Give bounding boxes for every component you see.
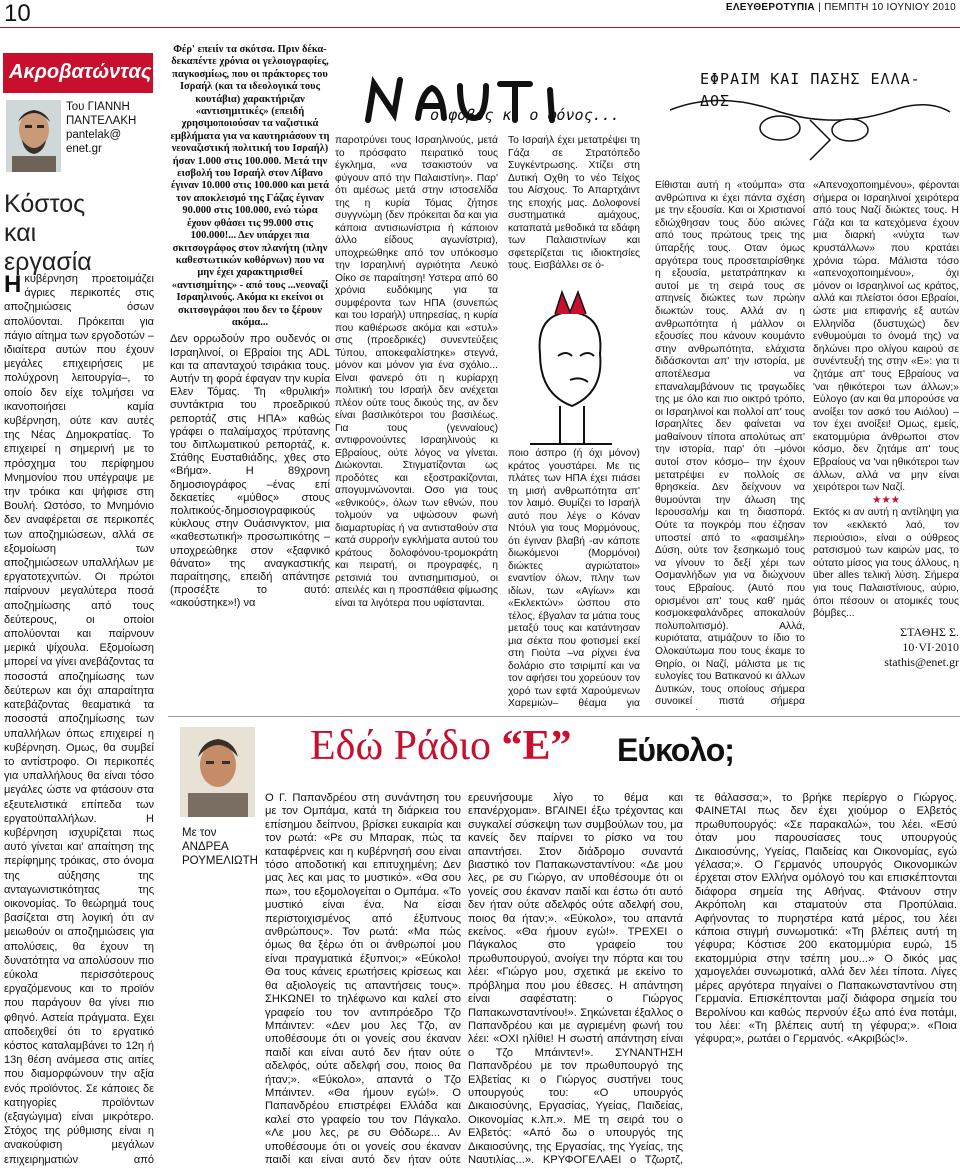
columnist-photo xyxy=(180,727,255,817)
signature-name: ΣΤΑΘΗΣ Σ. xyxy=(900,624,959,639)
author-photo xyxy=(6,100,61,172)
signature-email[interactable]: stathis@enet.gr xyxy=(884,654,959,669)
nautilos-column-5 xyxy=(813,180,959,710)
publication-name: ΕΛΕΥΘΕΡΟΤΥΠΙΑ xyxy=(725,2,815,13)
nautilos-lead: Φέρ' επειίν τα σκότσα. Πριν δέκα-δεκαπέντε χρόνια οι γελοιογραφίες, παγκοσμίως, που οι πράκτορες του Ισραήλ (και τα ιδεολογικά τους κουτάβια) χαρακτήριζαν «αντισημιτικές» (επειδή χρησιμοποιούσαν τα ναζιστικά εμβλήματα για να καυτηριάσουν τη νεοναζιστική πολιτική του Ισραήλ) ήσαν 1.000 στις 100.000. Μετά την εισβολή του Ισραήλ στον Λίβανο έγιναν 10.000 στις 100.000 και μετά τον αποκλεισμό της Γάζας έγιναν 90.000 στις 100.000, ενώ τώρα έχουν φθάσει τις 99.000 στις 100.000!... Δεν υπάρχει πια σκιτσογράφος στον πλανήτη (πλην καθεστωτικών κοθόρνων) που να μην έχει χαρακτηρισθεί «αντισημίτης» - από τους ...νεοναζί Ισραηλινούς. Ακόμα κι εκείνοι οι σκιτσογράφοι που δεν το ξέρουν ακόμα... xyxy=(170,44,330,328)
nautilos-column-3: Το Ισραήλ έχει μετατρέψει τη Γάζα σε Στρατόπεδο Συγκέντρωσης. Χτίζει στη Δυτική Οχθη το νέο Τείχος του Αίσχους. Το Απαρτχάιντ της εποχής μας. Δολοφονεί συστηματικά αμάχους, καταπατά μεθοδικά τα εδάφη των Παλαιστινίων και σφετερίζεται τις ιδιοκτησίες τους. Εισβάλλει σε ό- xyxy=(508,135,640,271)
issue-date: ΠΕΜΠΤΗ 10 ΙΟΥΝΙΟΥ 2010 xyxy=(824,2,956,13)
radio-headline xyxy=(310,722,572,770)
signature-date: 10·VI·2010 xyxy=(902,639,959,654)
headline-line: εργασία xyxy=(4,248,92,276)
columnist-byline xyxy=(182,826,257,868)
author-email-domain[interactable]: enet.gr xyxy=(66,143,102,155)
column-title: Ακροβατώντας xyxy=(3,53,153,93)
section-stars: ★★★ xyxy=(872,494,900,506)
nautilos-subtitle: ο φόβος κι ο φόνος... xyxy=(430,106,620,124)
page-number: 10 xyxy=(4,0,31,27)
radio-column-1: Ο Γ. Παπανδρέου στη συνάντηση του με τον Ομπάμα, κατά τη διάρκεια του επίσημου δείπνου, βρίσκει ευκαιρία και τον ρωτά: «Ρε συ Μπαρακ, πώς τα καταφέρνεις και η κυβέρνησή σου είναι τόσο αποδοτική και επιτυχημένη; Δεν μας λες και μας το μυστικό». «Θα σου πω», του εξομολογείται ο Ομπάμα. «Το μυστικό είναι ένα. Να είσαι περιστοιχισμένος από έξυπνους ανθρώπους». Τον ρωτά: «Μα πώς όμως θα ξέρω ότι οι άνθρωποί μου είναι πραγματικά έξυπνοι;» «Εύκολο! Θα τους κάνεις ερωτήσεις κρίσεως και θα αξιολογείς τις απαντήσεις τους». ΣΗΚΩΝΕΙ το τηλέφωνο και καλεί στο γραφείο του τον αντιπρόεδρο Τζο Μπάιντεν: «Δεν μου λες Τζο, αν υποθέσουμε ότι οι γονείς σου έκαναν παιδί και είναι αυτό δεν ήταν ούτε αδελφός, ούτε αδελφή σου, ποιος θα ήταν;». «Εύκολο», απαντά ο Τζο Μπάιντεν. «Θα ήμουν εγώ!». Ο Παπανδρέου επιστρέφει Ελλάδα και καλεί στο γραφείο του τον Πάγκαλο. «Λε μου λες, ρε συ Θόδωρε... Αν υποθέσουμε ότι οι γονείς σου έκαναν παιδί και είναι αυτό δεν ήταν ούτε xyxy=(265,792,461,1166)
ephraim-cartoon-caption: ΕΦΡΑΙΜ ΚΑΙ ΠΑΣΗΣ ΕΛΛΑ-ΔΟΣ xyxy=(700,70,921,110)
columnist-last-name: ΡΟΥΜΕΛΙΩΤΗ xyxy=(182,855,258,867)
author-byline xyxy=(66,100,152,156)
running-head xyxy=(726,2,956,13)
header-rule xyxy=(0,27,960,28)
radio-headline-text: Εδώ Ράδιο xyxy=(310,723,492,769)
left-article-text: κυβέρνηση προετοιμάζει άγριες περικοπές στις αποζημιώσεις όσων απολύονται. Πρόκειται για πάγιο αίτημα των εργοδοτών –ιδιαίτερα αυτών που έχουν μεγάλες επιχειρήσεις με πολύχρονη λειτουργία–, το οποίο δεν είχε τολμήσει να ικανοποιήσει καμία κυβέρνηση, ούτε καν αυτές της Νέας Δημοκρατίας. Το επιχειρεί η σημερινή με το πρόσχημα του περίφημου Μνημονίου που υπέγραψε με την τρόικα και ψήφισε στη Βουλή. Ωστόσο, το Μνημόνιο δεν αναφέρεται σε περικοπές των αποζημιώσεων, αλλά σε εξομοίωση των αποζημιώσεων υπαλλήλων με εργατοτεχνιτών. Οι πρώτοι παίρνουν μεγαλύτερα ποσά αποζημίωσης από τους δεύτερους, οι οποίοι απολύονται και παίρνουν μερικά ψίχουλα. Εξομοίωση μπορεί να γίνει ανεβάζοντας τα ποσοστά αποζημίωσης των δεύτερων και όχι απαραίτητα κατεβάζοντας θεαματικά τα ποσοστά αποζημίωσης των υπαλλήλων όπως επιχειρεί η κυβέρνηση. Ομως, θα συμβεί το αντίστροφο. Οι περικοπές για υπαλλήλους θα είναι τόσο μεγάλες ώστε να φτάσουν στα εξευτελιστικά επίπεδα των εργατοϋπαλλήλων. Η κυβέρνηση ισχυρίζεται πως αυτό γίνεται και' απαίτηση της περίφημης τρόικας, στο όνομα της αύξησης της ανταγωνιστικότητας της οικονομίας. Το θεώρημά τους βασίζεται στη λογική ότι αν μειωθούν οι αποζημιώσεις για απολύσεις, θα έχουν τη δυνατότητα να απολύσουν πιο εύκολα περισσότερους εργαζόμενους και το προϊόν που παράγουν θα γίνει πιο φθηνό. Αστεία πράγματα. Εχει αποδειχθεί ότι το εργατικό κόστος καταλαμβάνει το 12η ή 13η θέση ανάμεσα στις αιτίες που διαμορφώνουν την αξία ενός προϊόντος. Σε κάποιες δε κατηγορίες προϊόντων (εξαγώγιμα) είναι μικρότερο. Στόχος της ρύθμισης είναι η ανακούφιση μεγάλων επιχειρηματιών από xyxy=(4,273,154,1166)
headline-line: και xyxy=(4,219,37,247)
radio-headline-letter: “Ε” xyxy=(501,723,572,769)
left-article-body xyxy=(4,272,154,1167)
radio-headline-sub: Εύκολο; xyxy=(617,732,734,768)
nautilos-column-3-cont: ποιο άσπρο (ή όχι μόνον) κράτος γουστάρει. Με τις πλάτες των ΗΠΑ έχει πιάσει τη μισή ανθρωπότητα απ' τον λαιμό. Θυμίζει το Ισραήλ αυτό που λέγε ο Κόναν Ντόυλ για τους Μορμόνους, ότι έγιναν βλαβή -αν κάποτε διωκόμενοι (Μορμόνοι) διώκτες αγριώτατοι» εναντίον όλων, πλην των ιδίων, των «Αγίων» και «Εκλεκτών» ώσπου στο τέλος, έβγαλαν τα μάτια τους μεταξύ τους και κατάντησαν μια σέκτα που φοτισμεί εκεί στη Γιούτα –να ρίχνει ένα δολάριο στο τσιριμπί και να τον αφήσει του χορεύουν τον χορό των εφτά Χαρούμενων Χαρεμιών– θέαμα για xyxy=(508,448,640,709)
header-separator: | xyxy=(818,2,821,13)
author-email[interactable]: pantelak@ xyxy=(66,129,122,141)
radio-column-3: τε θάλασσα;», το βρήκε περίεργο ο Γιώργος. ΦΑΙΝΕΤΑΙ πως δεν έχει χιούμορ ο Ελβετός πρωθυπουργός: «Σε παρακαλώ», του λέει. «Εσύ όταν μου παρουσίασες τους υπουργούς Δικαιοσύνης, Υγείας, Παιδείας και Οικονομίας, εγώ γέλασα;». Ο Γερμανός υπουργός Οικονομικών έρχεται στον Ελλήνα ομόλογό του και επισκέπτονται διάφορα σημεία της Αθήνας. Φτάνουν στην Ακρόπολη και σταματούν στα Προπύλαια. Αφήνοντας το πυρηστέρα κατά μέρος, του λέει κάποια στιγμή συνωμοτικά: «Τη βλέπεις αυτή τη γέφυρα; Κόστισε 200 εκατομμύρια ευρώ, 15 εκατομμύρια στην τσέπη μου...» Ο δικός μας χαμογελάει συνωμοτικά, αλλά δεν λέει τίποτα. Λίγες μέρες αργότερα πηγαίνει ο Παπακωνσταντίνου στη Γερμανία. Επισκέπτονται μαζί διάφορα σημεία του Βερολίνου και καθώς περνούν έξω από ένα ποτάμι, του λέει: «Τη βλέπεις αυτή τη γέφυρα;». «Ποια γέφυρα;», ρωτάει ο Γερμανός. «Ακριβώς!». xyxy=(695,792,957,1046)
radio-column-2: ερευνήσουμε λίγο το θέμα και επανέρχομαι». ΒΓΑΙΝΕΙ έξω τρέχοντας και συγκαλεί σύσκεψη των συμβούλων του, μα κανείς δεν παίρνει το ρίσκο να του απαντήσει. Στον διάδρομο συναντά βιαστικό τον Παπακωνσταντίνου: «Δε μου λες, ρε συ Γιώργο, αν υποθέσουμε ότι οι γονείς σου έκαναν παιδί και έστω ότι αυτό δεν ήταν ούτε αδελφός ούτε αδελφή σου, ποιος θα ήταν;». «Εύκολο», του απαντά εκείνος. «Θα ήμουν εγώ!». ΤΡΕΧΕΙ ο Πάγκαλος στο γραφείο του πρωθυπουργού, ανοίγει την πόρτα και του λέει: «Γιώργο μου, σχετικά με εκείνο το πρόβλημα που μου έθεσες. Η απάντηση είναι σαφέστατη: ο Γιώργος Παπακωνσταντίνου!». Σηκώνεται έξαλλος ο Παπανδρέου και με αγριεμένη φωνή του λέει: «ΟΧΙ ηλίθιε! Η σωστή απάντηση είναι ο Τζο Μπάιντεν!». ΣΥΝΑΝΤΗΣΗ Παπανδρέου με τον πρωθυπουργό της Ελβετίας κι ο Γιώργος συστήνει τους υπουργούς του: «Ο υπουργός Δικαιοσύνης, Εργασίας, Υγείας, Παιδείας, Οικονομίας κ.λπ.». ΜΕ τη σειρά του ο Ελβετός: «Από δω ο υπουργός της Δικαιοσύνης, της Εργασίας, της Υγείας, της Ναυτιλίας...». ΚΡΥΦΟΓΕΛΑΕΙ ο Τζωρτζ, xyxy=(468,792,683,1166)
byline-line: Με τον xyxy=(182,827,217,839)
headline-line: Κόστος xyxy=(4,190,86,218)
author-name: ΠΑΝΤΕΛΑΚΗ xyxy=(66,115,137,127)
dropcap: Η xyxy=(4,272,22,298)
signature xyxy=(813,625,959,670)
nautilos-text-5b: Εκτός κι αν αυτή η αντίληψη για τον «εκλεκτό λαό, τον περιούσιο», είναι ο ούθρεος ρατσισμού των καιρών μας, το ούτατο μίσος για τους άλλους, η über alles τελική λύση. Σήμερα για τους Παλαιστίνιους, αύριο, όποι πέσουν οι ατομικές τους βόμβες... xyxy=(813,507,959,620)
nautilos-column-2: παροτρύνει τους Ισραηλινούς, μετά το πρόσφατο πειρατικό τους έγκλημα, «να τσακιστούν να φύγουν από την Παλαιστίνη». Παρ' ότι αμέσως μετά στην ιστοσελίδα της η κυρία Τόμας ζήτησε συγγνώμη (δεν πρόκειται δα και για κάποια αντισιωνίστρια ή κάποιον άλλο είδους αγωνίστρια), υποχρεώθηκε από τον υπόκοσμο την Ισραηλινή αγριότητα Λευκό Οίκο σε παραίτηση! Υστερα από 60 χρόνια ευδόκιμης για τα συμφέροντα των ΗΠΑ (συνεπώς και του Ισραήλ) υπηρεσίας, η κυρία που καθιέρωσε ακόμα και «στυλ» στις (προεδρικές) συνεντεύξεις Τύπου, αποκεφαλίστηκε» στεγνά, μόνον και μόνον για ένα σχόλιο... Είναι φανερό ότι η κυρίαρχη πολιτική του Ισραήλ δεν ανέχεται πλέον ούτε τους δικούς της, αν δεν είναι βασιλικότεροι του βασιλέως. Για τους (γενναίους) αντιφρονούντες Ισραηλινούς κι Εβραίους, ούτε λόγος να γίνεται. Διώκονται. Στιγματίζονται ως προδότες και εξοστρακίζονται, απογυμνώνονται. Οσο για τους «εθνικούς», όλων των εθνών, που τολμούν να υψώσουν φωνή διαμαρτυρίας ή να αντισταθούν στα κατά συρροήν εγκλήματα αυτού του κράτους δολοφόνου-τρομοκράτη και πειρατή, οι προγραφές, η ρετσινιά του αντισημιτισμού, οι απειλές και η προσπάθεια φίμωσης είναι τα λιγότερα που υφίστανται. xyxy=(335,135,498,609)
left-headline xyxy=(4,190,154,277)
nautilos-text-5: «Απενοχοποιημένου», φέρονται σήμερα οι Ισραηλινοί χειρότερα από τους Ναζί διώκτες τους. Η Γάζα και τα κατεχόμενα έχουν μια διαρκή «νύχτα των κρυστάλλων» που κρατάει χρόνια τώρα. Μάλιστα τόσο «απενοχοποιημένου», όχι μόνον οι Ισραηλινοί ως κράτος, αλλά και πλείστοι όσοι Εβραίοι, ώστε μια επιφανής εξ αυτών Ελληνίδα (δυστυχώς) δεν ενθυμούμαι το όνομά της) να δηλώνει προ ολίγου καιρού σε συνέντευξή της στην «Ε»: για τι ζητάμε απ' τους Εβραίους να 'ναι ηθικότεροι των άλλων;» Εύλογο (αν και θα μπορούσε να ανοίξει τον ασκό του Αιόλου) – τον έχει ανοίξει! Ομως, εμείς, εκατομμύρια άνθρωποι στον κόσμο, δεν ζητάμε απ' τους Εβραίους να 'ναι ηθικότεροι των άλλων, αλλά να μην είναι χειρότεροι των Ναζί. xyxy=(813,180,959,494)
byline-line: Του ΓΙΑΝΝΗ xyxy=(66,101,130,113)
nautilos-column-1 xyxy=(170,44,330,716)
section-divider xyxy=(168,716,960,717)
columnist-first-name: ΑΝΔΡΕΑ xyxy=(182,841,229,853)
cartoon-head-drawing xyxy=(500,284,640,449)
nautilos-text-1: Δεν ορρωδούν προ ουδενός οι Ισραηλινοί, οι Εβραίοι της ADL και τα απανταχού τσιράκια τους. Αυτήν τη φορά έφαγαν την κυρία Ελεν Τόμας. Τη «θρυλική» συντάκτρια του προεδρικού ρεπορτάζ στις ΗΠΑ» καθώς γράφει ο παλαίμαχος πρύτανης του διπλωματικού ρεπορτάζ, κ. Στάθης Ευσταθιάδης, χθες στο «Βήμα». Η 89χρονη δημοσιογράφος –ένας επί δεκαετίες «μύθος» στους πολιτικούς-δημοσιογραφικούς κύκλους στην Ουάσινγκτον, μια «καθεστωτική» προσωπικότης – υποχρεώθηκε στον «ξαφνικό θάνατο» της αναγκαστικής παραίτησης, επειδή απάντησε (προσέξτε το αυτό: «ακούστηκε»!) να xyxy=(170,333,330,610)
nautilos-column-4: Είθισται αυτή η «τούμπα» στα ανθρώπινα κι έχει πάντα σχέση με την εξουσία. Και οι Χριστιανοί εδιώχθησαν τους δύο αιώνες από τους πρώτους τρεις της ύπαρξής τους. Οταν όμως αργότερα τους προσεταιρίσθηκε η εξουσία, μετατράπηκαν κι αυτοί με τη σειρά τους σε απηνείς διώκτες των πρώην διωκτών τους. Αλλά αν η ανθρωπότητα ή μάλλον οι εξουσίες που κάνουν κουμάντο στην ανθρωπότητα, ελάχιστα διδάσκονται απ' την ιστορία, με αποτέλεσμα να επαναλαμβάνουν τις τραγωδίες της με όλο και πιο οικτρό τρόπο, οι Ισραηλινοί και πολλοί απ' τους Ισραηλίτες δεν φαίνεται να μαθαίνουν τίποτα απολύτως απ' την ιστορία, παρ' ότι –μόνοι αυτοί στον κόσμο– την έχουν μετατρέψει εν πολλοίς σε θρησκεία. Δεν δείχνουν να θυμούνται την άλωση της Ιερουσαλήμ και τη διασπορά. Ούτε τα πογκρόμ που έζησαν υποστεί από το «φασιμέλη» Δύση, ούτε τον ξεσηκωμό τους να γίνουν το δεξί χέρι των Οσμανλήδων για να διώχνουν τους Εβραίους. (Αυτό που ορισμένοι απ' τους καθ' ημάς κοσμοκεφαλάνδρες αποκαλούν πολυπολιτισμό). Αλλά, κυριότατα, ατιμάζουν το ίδιο το Ολοκαύτωμα που τους έκαμε το Θηρίο, οι Ναζί, μάλιστα με τις ευλογίες του Βατικανού κι άλλων Δυτικών, τους οποίους σήμερα συνοικεί πιστά σήμερα xyxy=(655,180,805,708)
